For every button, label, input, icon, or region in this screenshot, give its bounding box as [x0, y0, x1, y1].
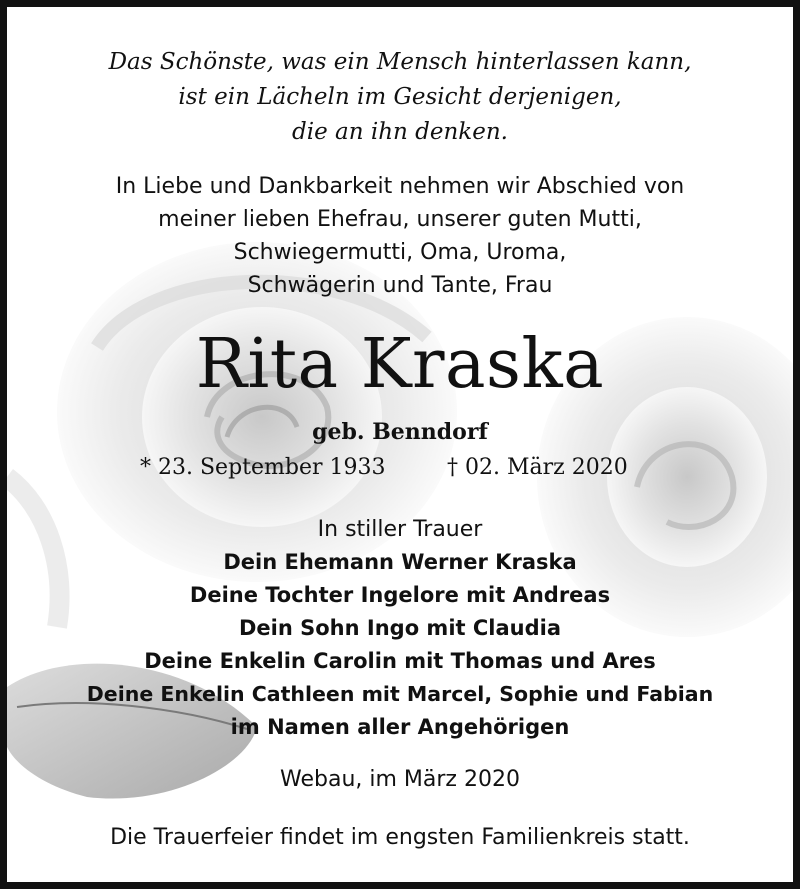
- life-dates: [7, 455, 793, 485]
- mourning-heading: In stiller Trauer: [317, 517, 483, 542]
- place-date: Webau, im März 2020: [280, 767, 520, 792]
- intro-line-4: Schwägerin und Tante, Frau: [247, 273, 553, 298]
- deceased-name: Rita Kraska: [195, 325, 605, 404]
- mourner-line: Dein Ehemann Werner Kraska: [223, 550, 577, 574]
- quote-line-1: Das Schönste, was ein Mensch hinterlassen kann,: [108, 49, 692, 75]
- mourner-line: Deine Enkelin Cathleen mit Marcel, Sophie und Fabian: [86, 682, 714, 706]
- death-date: † 02. März 2020: [447, 455, 628, 480]
- funeral-note: Die Trauerfeier findet im engsten Familienkreis statt.: [110, 825, 690, 850]
- birth-name: geb. Benndorf: [312, 419, 488, 445]
- quote-line-3: die an ihn denken.: [292, 119, 508, 145]
- quote-line-2: ist ein Lächeln im Gesicht derjenigen,: [178, 84, 622, 110]
- intro-line-3: Schwiegermutti, Oma, Uroma,: [233, 240, 567, 265]
- intro-line-1: In Liebe und Dankbarkeit nehmen wir Abschied von: [115, 174, 685, 199]
- mourner-line: Deine Tochter Ingelore mit Andreas: [189, 583, 611, 607]
- mourner-line: Dein Sohn Ingo mit Claudia: [239, 616, 561, 640]
- mourner-line: Deine Enkelin Carolin mit Thomas und Ares: [144, 649, 656, 673]
- obituary-text: [7, 7, 793, 882]
- intro-line-2: meiner lieben Ehefrau, unserer guten Mutti,: [158, 207, 642, 232]
- birth-date: * 23. September 1933: [140, 455, 386, 480]
- mourner-line: im Namen aller Angehörigen: [230, 715, 570, 739]
